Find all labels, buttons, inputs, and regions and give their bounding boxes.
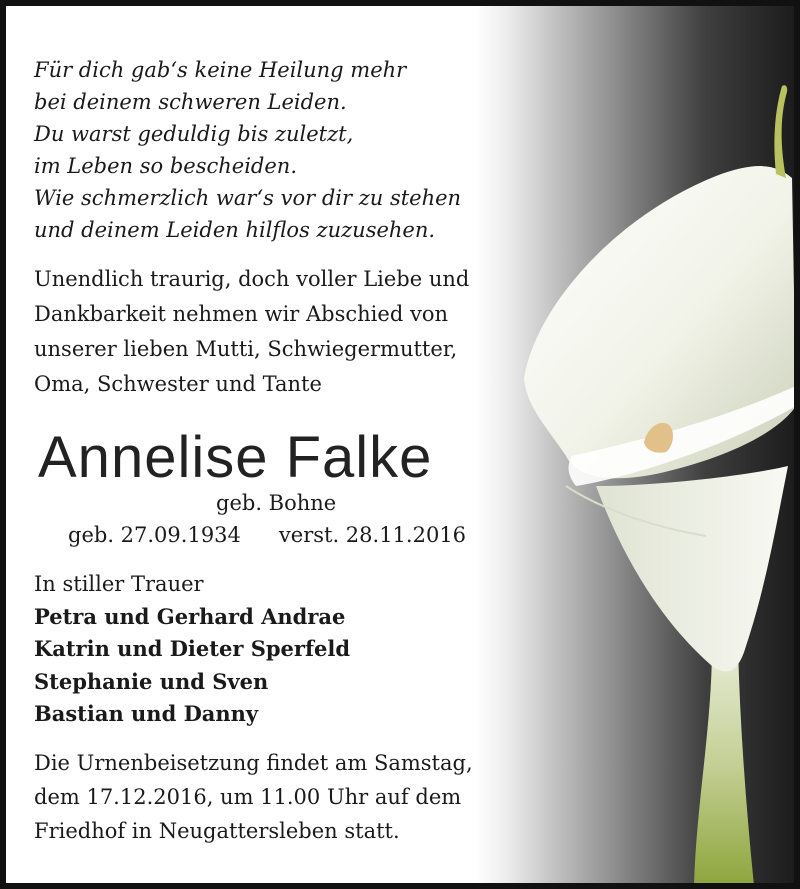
maiden-name: geb. Bohne	[216, 491, 337, 515]
poem-line: bei deinem schweren Leiden.	[34, 90, 347, 114]
poem-line: Wie schmerzlich war‘s vor dir zu stehen	[34, 186, 462, 210]
intro-line: unserer lieben Mutti, Schwiegermutter,	[34, 337, 458, 361]
poem-line: und deinem Leiden hilflos zuzusehen.	[34, 218, 436, 242]
poem	[34, 54, 514, 246]
mourner-family: Bastian und Danny	[34, 701, 259, 726]
mourners-list	[34, 568, 454, 731]
intro-line: Unendlich traurig, doch voller Liebe und	[34, 267, 470, 291]
mourners-heading: In stiller Trauer	[34, 572, 204, 596]
mourner-family: Katrin und Dieter Sperfeld	[34, 636, 351, 661]
deceased-name: Annelise Falke	[38, 425, 433, 490]
burial-line: Die Urnenbeisetzung findet am Samstag,	[34, 751, 473, 775]
poem-line: im Leben so bescheiden.	[34, 154, 297, 178]
poem-line: Du warst geduldig bis zuletzt,	[34, 122, 354, 146]
burial-notice	[34, 746, 574, 848]
death-date: verst. 28.11.2016	[278, 523, 467, 547]
intro-text	[34, 262, 554, 402]
intro-line: Dankbarkeit nehmen wir Abschied von	[34, 302, 448, 326]
poem-line: Für dich gab‘s keine Heilung mehr	[34, 58, 407, 82]
birth-date: geb. 27.09.1934	[68, 523, 241, 547]
intro-line: Oma, Schwester und Tante	[34, 372, 322, 396]
burial-line: dem 17.12.2016, um 11.00 Uhr auf dem	[34, 785, 462, 809]
life-dates	[68, 520, 466, 550]
mourner-family: Petra und Gerhard Andrae	[34, 603, 346, 629]
burial-line: Friedhof in Neugattersleben statt.	[34, 819, 400, 843]
mourner-family: Stephanie und Sven	[34, 668, 269, 694]
